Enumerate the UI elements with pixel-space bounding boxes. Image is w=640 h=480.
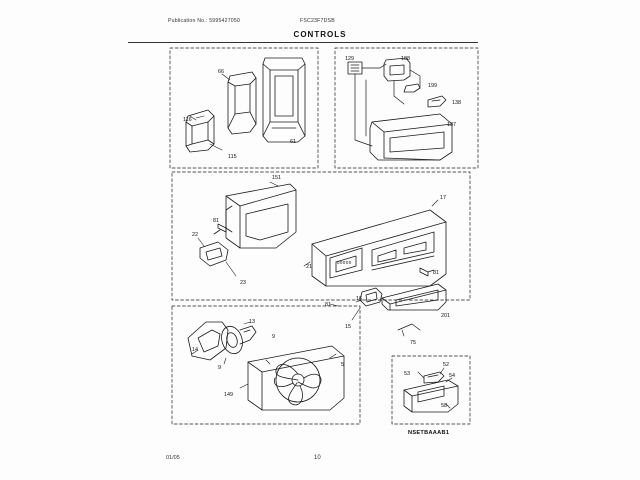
callout-5: 5 (341, 362, 344, 368)
part-149-fan-shroud (248, 346, 344, 410)
callout-199: 199 (428, 83, 437, 89)
callout-9-b: 9 (218, 365, 221, 371)
part-137-cover (370, 114, 452, 160)
callout-22: 22 (192, 232, 198, 238)
callout-129: 129 (345, 56, 354, 62)
callout-188: 188 (401, 56, 410, 62)
group-box-bottom-left (172, 306, 360, 424)
publication-number: Publication No.: 5995427050 (168, 18, 241, 24)
callout-9-a: 9 (272, 334, 275, 340)
callout-15: 15 (345, 324, 351, 330)
callout-23: 23 (240, 280, 246, 286)
callout-16: 16 (356, 296, 362, 302)
callout-137: 137 (447, 122, 456, 128)
callout-81-c: 81 (325, 302, 331, 308)
group-box-top-right (335, 48, 478, 168)
callout-116: 116 (183, 117, 192, 123)
footer-date: 01/05 (166, 455, 180, 461)
group-box-middle (172, 172, 470, 300)
part-151-air-duct (226, 184, 296, 248)
part-22-bracket (200, 242, 228, 266)
part-13-fan-motor (218, 324, 256, 357)
callout-138: 138 (452, 100, 461, 106)
part-81-screw-left (214, 224, 226, 234)
group-box-top-left (170, 48, 318, 168)
callout-149: 149 (224, 392, 233, 398)
part-75-wire (398, 324, 420, 330)
panel-display-text: 00000 (337, 260, 352, 265)
part-129-connector (348, 62, 362, 74)
block-code-label: NSETBAAAB1 (408, 430, 450, 436)
part-201-trim-bar (382, 284, 446, 310)
footer-page-number: 10 (314, 455, 321, 461)
callout-201: 201 (441, 313, 450, 319)
part-199-terminal (404, 84, 420, 92)
callout-58: 58 (441, 403, 447, 409)
model-number: FSC23F7DSB (300, 18, 335, 24)
callout-53: 53 (404, 371, 410, 377)
callout-151: 151 (272, 175, 281, 181)
callout-81-b: 81 (433, 270, 439, 276)
part-138-clip (428, 96, 446, 107)
page-title: CONTROLS (293, 30, 347, 39)
callout-66: 66 (218, 69, 224, 75)
part-66-bracket (228, 72, 256, 134)
part-81-screw-right (420, 268, 434, 276)
callout-115: 115 (228, 154, 237, 160)
callout-17: 17 (440, 195, 446, 201)
part-61-control-housing (263, 58, 305, 142)
part-16-lamp-housing (360, 288, 382, 306)
callout-52: 52 (443, 362, 449, 368)
callout-13: 13 (249, 319, 255, 325)
callout-21: 21 (306, 264, 312, 270)
callout-61: 61 (290, 139, 296, 145)
callout-81-a: 81 (213, 218, 219, 224)
callout-14: 14 (192, 347, 198, 353)
callout-75: 75 (410, 340, 416, 346)
callout-54: 54 (449, 373, 455, 379)
